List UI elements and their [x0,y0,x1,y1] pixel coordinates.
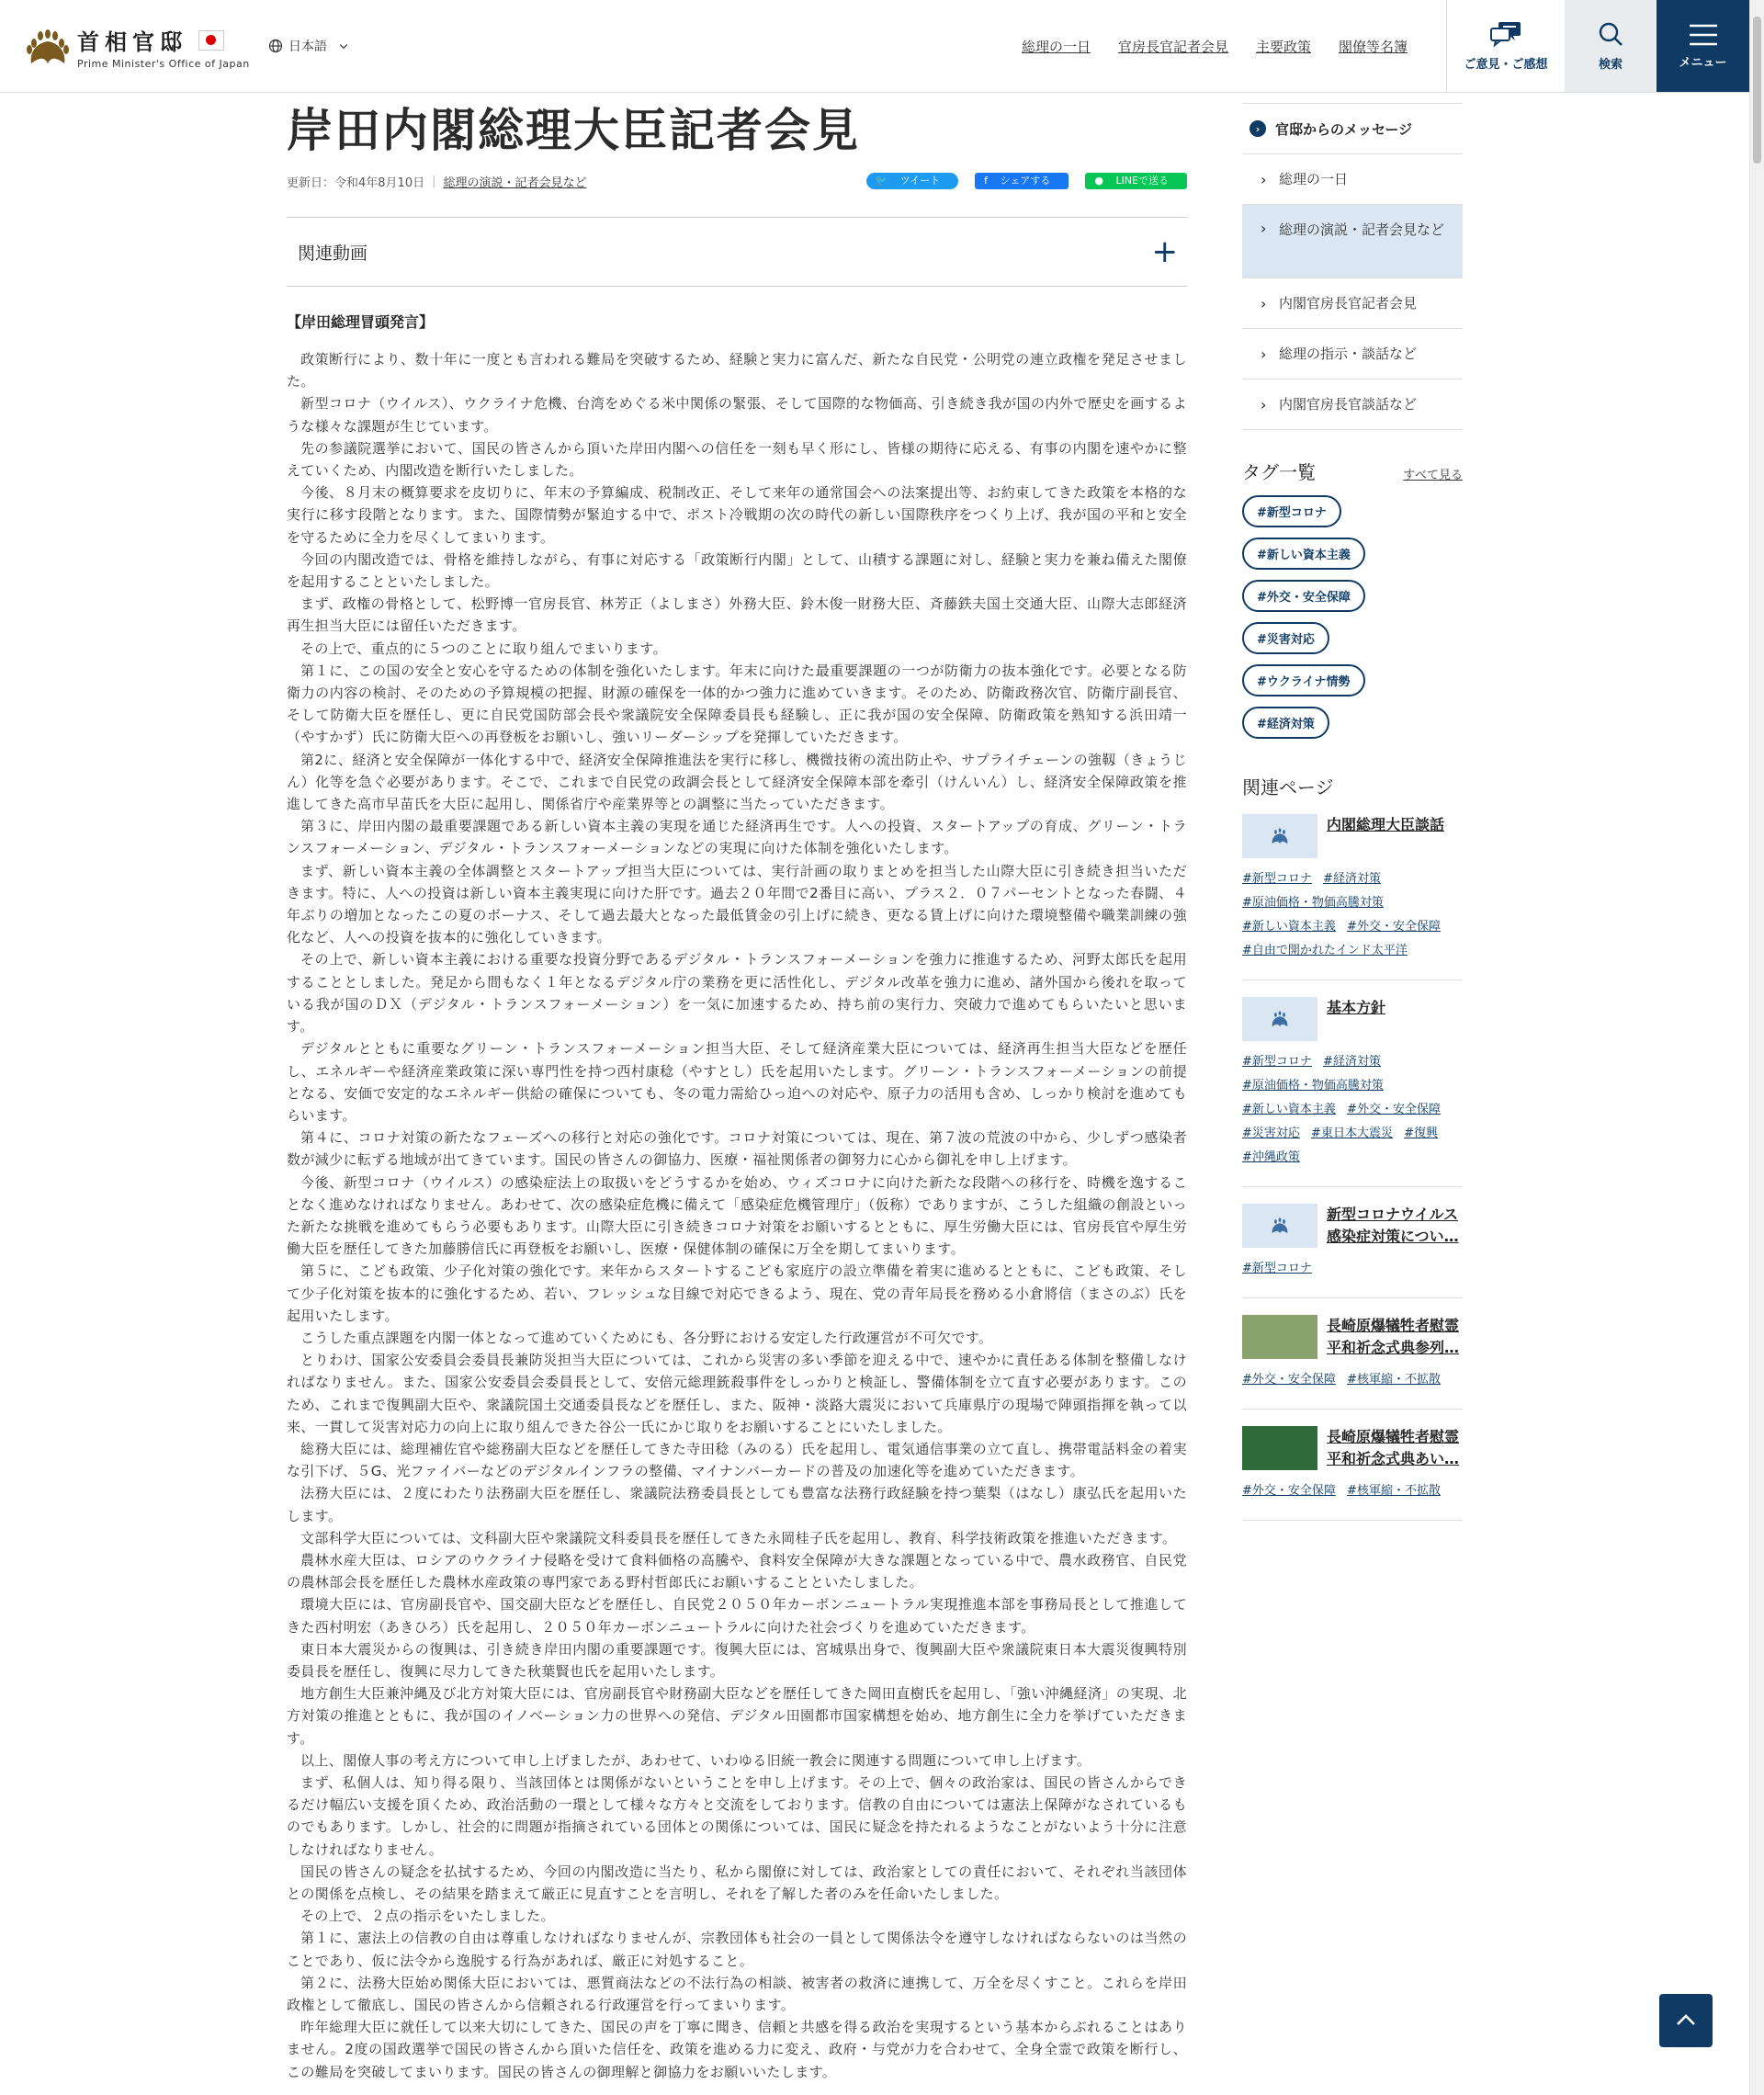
article-meta [287,171,1187,191]
sidebar-item-chief-secretary-press[interactable] [1242,278,1463,329]
related-tag-link[interactable]: #経済対策 [1323,872,1381,886]
facebook-share-label: シェアする [1000,175,1051,187]
global-nav [1022,37,1408,56]
related-page-title[interactable]: 基本方針 [1327,999,1386,1016]
related-page-thumbnail[interactable] [1242,1204,1317,1248]
speech-body [287,348,1187,2083]
speech-paragraph: その上で、重点的に５つのことに取り組んでまいります。 [300,640,667,657]
related-page-header [1242,997,1463,1041]
nav-link-cabinet-list[interactable]: 閣僚等名簿 [1339,39,1408,55]
magnifier-icon [1597,21,1624,49]
related-tag-link[interactable]: #外交・安全保障 [1242,1484,1336,1498]
speech-paragraph: 農林水産大臣は、ロシアのウクライナ侵略を受けて食料価格の高騰や、食料安全保障が大きな課題となっている中で、農水政務官、自民党の農林部会長を歴任した農林水産政策の専門家である野村哲郎氏にお願いすることといたしました。 [287,1551,1187,1591]
tags-header [1242,458,1463,484]
speech-paragraph: 第２に、法務大臣始め関係大臣においては、悪質商法などの不法行為の相談、被害者の救済に連携して、万全を尽くすこと。これらを岸田政権として徹底し、国民の皆さんから信頼される行政運営を行ってまいります。 [287,1974,1187,2014]
tag-chip[interactable]: #災害対応 [1242,622,1329,654]
sidebar-nav [1242,103,1463,430]
related-tag-link[interactable]: #災害対応 [1242,1127,1300,1140]
chevron-right-icon: › [1261,345,1267,363]
related-page-tags [1242,1479,1463,1503]
speech-paragraph: まず、新しい資本主義の全体調整とスタートアップ担当大臣については、実行計画の取りまとめを担当した山際大臣に引き続き担当いただきます。特に、人への投資は新しい資本主義実現に向けた肝です。過去２０年間で2番目に高い、プラス２．０７パーセントとなった春闘、４年ぶりの増加となったこの夏のボーナス、そして過去最大となった最低賃金の引上げに続き、更なる賃上げに向けた環境整備や職業訓練の強化など、人への投資を抜本的に強化していきます。 [287,862,1187,946]
speech-paragraph: 以上、閣僚人事の考え方について申し上げましたが、あわせて、いわゆる旧統一教会に関連する問題について申し上げます。 [300,1751,1091,1769]
sidebar-item-daily[interactable] [1242,154,1463,205]
related-tag-link[interactable]: #外交・安全保障 [1347,1103,1441,1116]
sidebar-item-label: 総理の一日 [1279,171,1349,187]
nav-link-press-conference[interactable]: 官房長官記者会見 [1118,39,1229,55]
speech-paragraph: 新型コロナ（ウイルス）、ウクライナ危機、台湾をめぐる米中関係の緊張、そして国際的な物価高、引き続き我が国の内外で歴史を画するような様々な課題が生じています。 [287,395,1187,435]
logo-title: 首相官邸 [77,29,187,55]
globe-icon [268,39,283,53]
site-logo[interactable] [26,24,250,70]
page-scrollbar[interactable] [1749,0,1764,2095]
speech-paragraph: まず、私個人は、知り得る限り、当該団体とは関係がないということを申し上げます。その上で、個々の政治家は、国民の皆さんからできるだけ幅広い支援を頂くため、政治活動の一環として様々な方々と交流をしております。信教の自由については憲法上保障がなされているものでもあります。しかし、社会的に問題が指摘されている団体との関係については、国民に疑念を持たれるようなことがないよう十分に注意しなければなりません。 [287,1774,1187,1858]
tags-title: タグ一覧 [1242,461,1316,483]
related-tag-link[interactable]: #核軍縮・不拡散 [1347,1373,1441,1387]
related-video-label: 関連動画 [298,243,368,264]
related-page-tags [1242,1368,1463,1392]
chat-bubbles-icon [1487,21,1524,49]
sidebar-nav-heading-label: 官邸からのメッセージ [1275,120,1413,138]
language-label: 日本語 [288,40,327,54]
chevron-down-icon [338,40,349,51]
tweet-button[interactable]: 🐦 ツイート [866,173,959,189]
speech-paragraph: まず、政権の骨格として、松野博一官房長官、林芳正（よしまさ）外務大臣、鈴木俊一財務大臣、斉藤鉄夫国土交通大臣、山際大志郎経済再生担当大臣には留任いただきます。 [287,595,1187,635]
related-page-header [1242,1204,1463,1248]
chevron-right-icon: › [1261,294,1267,312]
sidebar [1242,103,1463,1521]
related-tag-link[interactable]: #外交・安全保障 [1347,920,1441,934]
page-title: 岸田内閣総理大臣記者会見 [287,104,860,157]
related-page-card[interactable] [1242,1426,1463,1521]
related-page-tags [1242,867,1463,963]
sidebar-item-speeches[interactable] [1242,205,1463,278]
related-page-card[interactable] [1242,1315,1463,1410]
scrollbar-thumb[interactable] [1753,17,1761,164]
related-tag-link[interactable]: #原油価格・物価高騰対策 [1242,1079,1384,1093]
paulownia-crest-icon [26,27,70,67]
tags-see-all-link[interactable]: すべて見る [1403,469,1463,482]
plus-icon: + [1151,233,1178,270]
opinion-button[interactable] [1446,0,1565,92]
speech-paragraph: 第１に、憲法上の信教の自由は尊重しなければなりませんが、宗教団体も社会の一員として関係法令を遵守しなければならないのは当然のことであり、仮に法令から逸脱する行為があれば、厳正に対処すること。 [287,1930,1187,1969]
related-page-header [1242,1315,1463,1359]
tweet-label: ツイート [899,175,941,187]
speech-paragraph: こうした重点課題を内閣一体となって進めていくためにも、各分野における安定した行政運営が不可欠です。 [300,1329,993,1346]
menu-button[interactable] [1657,0,1749,92]
speech-heading: 【岸田総理冒頭発言】 [287,313,435,331]
speech-paragraph: 地方創生大臣兼沖縄及び北方対策大臣には、官房副長官や財務副大臣などを歴任してきた岡田直樹氏を起用し、「強い沖縄経済」の実現、北方対策の推進とともに、我が国のイノベーション力の世界への発信、デジタル田園都市国家構想を始め、地方創生に全力を挙げていただきます。 [287,1685,1187,1747]
speech-paragraph: 総務大臣には、総理補佐官や総務副大臣などを歴任してきた寺田稔（みのる）氏を起用し、電気通信事業の立て直し、携帯電話料金の着実な引下げ、５G、光ファイバーなどのデジタルインフラの整備、マイナンバーカードの普及の加速化等を進めていただきます。 [287,1440,1187,1480]
nav-link-daily[interactable]: 総理の一日 [1022,39,1091,55]
sidebar-item-label: 内閣官房長官記者会見 [1279,295,1418,311]
related-page-tags [1242,1257,1463,1281]
speech-paragraph: その上で、２点の指示をいたしました。 [300,1908,555,1925]
related-tag-link[interactable]: #原油価格・物価高騰対策 [1242,896,1384,910]
chevron-right-icon: › [1261,170,1267,188]
related-page-tags [1242,1050,1463,1170]
speech-paragraph: 第５に、こども政策、少子化対策の強化です。来年からスタートするこども家庭庁の設立準備を着実に進めるとともに、こども政策、そして少子化対策を抜本的に強化するため、若い、フレッシュな目線で対応できるよう、現在、党の青年局長を務める小倉將信（まさのぶ）氏を起用いたします。 [287,1263,1187,1324]
chevron-right-icon: › [1261,220,1267,237]
related-page-thumbnail[interactable] [1242,997,1317,1041]
speech-paragraph: 東日本大震災からの復興は、引き続き岸田内閣の重要課題です。復興大臣には、宮城県出身で、復興副大臣や衆議院東日本大震災復興特別委員長を歴任し、復興に尽力してきた秋葉賢也氏を起用いたします。 [287,1640,1187,1680]
tag-chip[interactable]: #新型コロナ [1242,495,1341,527]
speech-paragraph: 文部科学大臣については、文科副大臣や衆議院文科委員長を歴任してきた永岡桂子氏を起用し、教育、科学技術政策を推進いただきます。 [300,1529,1177,1546]
related-page-thumbnail[interactable] [1242,814,1317,858]
search-button[interactable] [1565,0,1657,92]
speech-paragraph: デジタルとともに重要なグリーン・トランスフォーメーション担当大臣、そして経済産業大臣については、経済再生担当大臣などを歴任し、エネルギーや経済産業政策に深い専門性を持つ西村康稔（やすとし）氏を起用いたします。グリーン・トランスフォーメーションの前提となる、安価で安定的なエネルギー供給の確保についても、冬の電力需給ひっ迫への対応や、原子力の活用も含め、しっかり検討を進めてもらいます。 [287,1040,1188,1124]
related-page-card[interactable] [1242,997,1463,1187]
article [287,103,1187,2083]
language-selector[interactable] [268,37,349,55]
related-tag-link[interactable]: #復興 [1404,1127,1438,1140]
chevron-right-circle-icon: › [1250,120,1266,137]
japan-flag-icon [198,30,224,51]
sidebar-item-instructions[interactable] [1242,329,1463,379]
paulownia-crest-icon [1270,1217,1290,1235]
sidebar-item-chief-secretary-statements[interactable] [1242,379,1463,430]
related-tag-link[interactable]: #新型コロナ [1242,1262,1312,1275]
nav-link-policies[interactable]: 主要政策 [1256,39,1312,55]
related-page-title[interactable]: 長崎原爆犠牲者慰霊平和祈念式典参列… [1327,1317,1460,1356]
related-video-accordion[interactable] [287,217,1187,287]
sidebar-nav-heading[interactable] [1242,104,1463,154]
related-page-header [1242,814,1463,858]
speech-paragraph: 先の参議院選挙において、国民の皆さんから頂いた岸田内閣への信任を一刻も早く形にし、皆様の期待に応える、有事の内閣を速やかに整えていくため、内閣改造を断行いたしました。 [287,439,1187,480]
speech-paragraph: とりわけ、国家公安委員会委員長兼防災担当大臣については、これから災害の多い季節を迎える中で、速やかに責任ある体制を整備しなければなりません。また、国家公安委員会委員長として、安倍元総理銃殺事件をしっかりと検証し、警備体制を立て直す必要があります。このため、これまで復興副大臣や、衆議院国土交通委員長などを歴任し、また、阪神・淡路大震災において兵庫県庁の現場で陣頭指揮を執って以来、一貫して災害対応力の向上に取り組んできた谷公一氏にかじ取りをお願いすることにいたしました。 [287,1352,1187,1435]
related-tag-link[interactable]: #外交・安全保障 [1242,1373,1336,1387]
menu-label: メニュー [1679,55,1727,70]
chevron-right-icon: › [1261,395,1267,413]
related-page-thumbnail[interactable] [1242,1315,1317,1359]
updated-date: 更新日：令和4年8月10日 [287,176,425,190]
related-tag-link[interactable]: #核軍縮・不拡散 [1347,1484,1441,1498]
related-page-card[interactable] [1242,814,1463,980]
related-tag-link[interactable]: #自由で開かれたインド太平洋 [1242,944,1408,957]
related-tag-link[interactable]: #新型コロナ [1242,1055,1312,1069]
speech-paragraph: 今後、新型コロナ（ウイルス）の感染症法上の取扱いをどうするかを始め、ウィズコロナに向けた新たな段階への移行を、時機を逸することなく進めなければなりません。あわせて、次の感染症危機に備えて「感染症危機管理庁」（仮称）でありますが、こうした組織の創設といった新たな挑戦を進めてもらう必要もあります。山際大臣に引き続きコロナ対策をお願いするとともに、厚生労働大臣には、官房長官や厚生労働大臣を歴任してきた加藤勝信氏に再登板をお願いし、医療・保健体制の確保に万全を期してまいります。 [287,1173,1188,1258]
facebook-share-button[interactable]: f シェアする [975,173,1069,189]
related-tag-link[interactable]: #新しい資本主義 [1242,920,1336,934]
related-tag-link[interactable]: #経済対策 [1323,1055,1381,1069]
speech-paragraph: その上で、新しい資本主義における重要な投資分野であるデジタル・トランスフォーメーションを強力に推進するため、河野太郎氏を起用することとしました。発足から間もなく１年となるデジタル庁の業務を更に活性化し、デジタル改革を強力に進め、諸外国から後れを取っている我が国のＤＸ（デジタル・トランスフォーメーション）を一気に加速するため、持ち前の実行力、突破力で進めてもらいたいと思います。 [287,951,1187,1036]
speech-paragraph: 昨年総理大臣に就任して以来大切にしてきた、国民の声を丁寧に聞き、信頼と共感を得る政治を実現するという基本からぶれることはありません。2度の国政選挙で国民の皆さんから頂いた信任を、政策を進める力に変え、政府・与党が力を合わせて、全身全霊で政策を断行し、この難局を突破してまいります。国民の皆さんの御理解と御協力をお願いいたします。 [287,2019,1187,2080]
related-pages-list [1242,814,1463,1521]
related-tag-link[interactable]: #新型コロナ [1242,872,1312,886]
sidebar-item-label: 総理の指示・談話など [1279,345,1418,362]
related-page-title[interactable]: 長崎原爆犠牲者慰霊平和祈念式典あい… [1327,1428,1460,1467]
category-link[interactable]: 総理の演説・記者会見など [443,176,587,190]
search-label: 検索 [1598,57,1623,72]
meta-divider: | [432,174,436,188]
chevron-up-icon [1674,2009,1698,2033]
paulownia-crest-icon [1270,1010,1290,1028]
logo-subtitle: Prime Minister's Office of Japan [77,58,250,70]
paulownia-crest-icon [1270,827,1290,845]
speech-paragraph: 第４に、コロナ対策の新たなフェーズへの移行と対応の強化です。コロナ対策については、現在、第７波の荒波の中から、少しずつ感染者数が減少に転ずる地域が出てきています。国民の皆さんの御協力、医療・福祉関係者の御努力に心から御礼を申し上げます。 [287,1129,1187,1169]
speech-paragraph: 今回の内閣改造では、骨格を維持しながら、有事に対応する「政策断行内閣」として、山積する課題に対し、経験と実力を兼ね備えた閣僚を起用することといたしました。 [287,550,1187,591]
speech-paragraph: 政策断行により、数十年に一度とも言われる難局を突破するため、経験と実力に富んだ、新たな自民党・公明党の連立政権を発足させました。 [287,351,1187,391]
sidebar-item-label: 総理の演説・記者会見など [1279,221,1445,238]
sidebar-item-label: 内閣官房長官談話など [1279,396,1418,413]
related-tag-link[interactable]: #新しい資本主義 [1242,1103,1336,1116]
speech-paragraph: 法務大臣には、２度にわたり法務副大臣を歴任し、衆議院法務委員長としても豊富な法務行政経験を持つ葉梨（はなし）康弘氏を起用いたします。 [287,1485,1187,1524]
tag-chip[interactable]: #新しい資本主義 [1242,538,1365,570]
related-page-title[interactable]: 新型コロナウイルス感染症対策につい… [1327,1206,1459,1245]
related-page-title[interactable]: 内閣総理大臣談話 [1327,816,1445,833]
site-header [0,0,1749,93]
line-share-label: LINEで送る [1115,175,1169,187]
speech-paragraph: 今後、８月末の概算要求を皮切りに、年末の予算編成、税制改正、そして来年の通常国会への法案提出等、お約束してきた政策を本格的な実行に移す段階となります。また、国際情勢が緊迫する中で、ポスト冷戦期の次の時代の新しい国際秩序をつくり上げ、我が国の平和と安全を守るために全力を尽くしてまいります。 [287,484,1187,546]
related-pages-title: 関連ページ [1242,776,1334,798]
opinion-label: ご意見・ご感想 [1464,57,1548,72]
share-buttons [866,173,1187,189]
related-tag-link[interactable]: #東日本大震災 [1311,1127,1393,1140]
tag-chip[interactable]: #経済対策 [1242,707,1329,739]
speech-paragraph: 環境大臣には、官房副長官や、国交副大臣などを歴任し、自民党２０５０年カーボンニュートラル実現推進本部を事務局長として推進してきた西村明宏（あきひろ）氏を起用し、２０５０年カーボンニュートラルに向けた社会づくりを進めていただきます。 [287,1596,1187,1636]
speech-paragraph: 第2に、経済と安全保障が一体化する中で、経済安全保障推進法を実行に移し、機微技術の流出防止や、サプライチェーンの強靱（きょうじん）化等を急ぐ必要があります。そこで、これまで自民党の政調会長として経済安全保障本部を牽引（けんいん）し、経済安全保障政策を推進してきた高市早苗氏を大臣に起用し、関係省庁や産業界等との調整に当たっていただきます。 [287,751,1187,813]
speech-paragraph: 国民の皆さんの疑念を払拭するため、今回の内閣改造に当たり、私から閣僚に対しては、政治家としての責任において、それぞれ当該団体との関係を点検し、その結果を踏まえて厳正に見直すことを言明し、それを了解した者のみを任命いたしました。 [287,1863,1187,1903]
related-page-header [1242,1426,1463,1470]
related-page-thumbnail[interactable] [1242,1426,1317,1470]
speech-paragraph: 第１に、この国の安全と安心を守るための体制を強化いたします。年末に向けた最重要課題の一つが防衛力の抜本強化です。必要となる防衛力の内容の検討、そのための予算規模の把握、財源の確保を一体的かつ強力に進めていきます。そのため、防衛政務次官、防衛庁副長官、そして防衛大臣を歴任し、更に自民党国防部会長や衆議院安全保障委員長も経験し、正に我が国の安全保障、防衛政策を熟知する浜田靖一（やすかず）氏に防衛大臣への再登板をお願いし、強いリーダーシップを発揮していただきます。 [287,662,1187,746]
tag-chip[interactable]: #外交・安全保障 [1242,580,1365,612]
related-page-card[interactable] [1242,1204,1463,1298]
tag-list [1242,495,1463,749]
back-to-top-button[interactable] [1659,1994,1713,2047]
tag-chip[interactable]: #ウクライナ情勢 [1242,664,1365,696]
speech-paragraph: 第３に、岸田内閣の最重要課題である新しい資本主義の実現を通じた経済再生です。人への投資、スタートアップの育成、グリーン・トランスフォーメーション、デジタル・トランスフォーメーションなどの実現に向けた体制を強化いたします。 [287,818,1187,857]
hamburger-icon [1688,23,1719,47]
related-tag-link[interactable]: #沖縄政策 [1242,1150,1300,1164]
line-share-button[interactable]: ● LINEで送る [1085,173,1187,189]
